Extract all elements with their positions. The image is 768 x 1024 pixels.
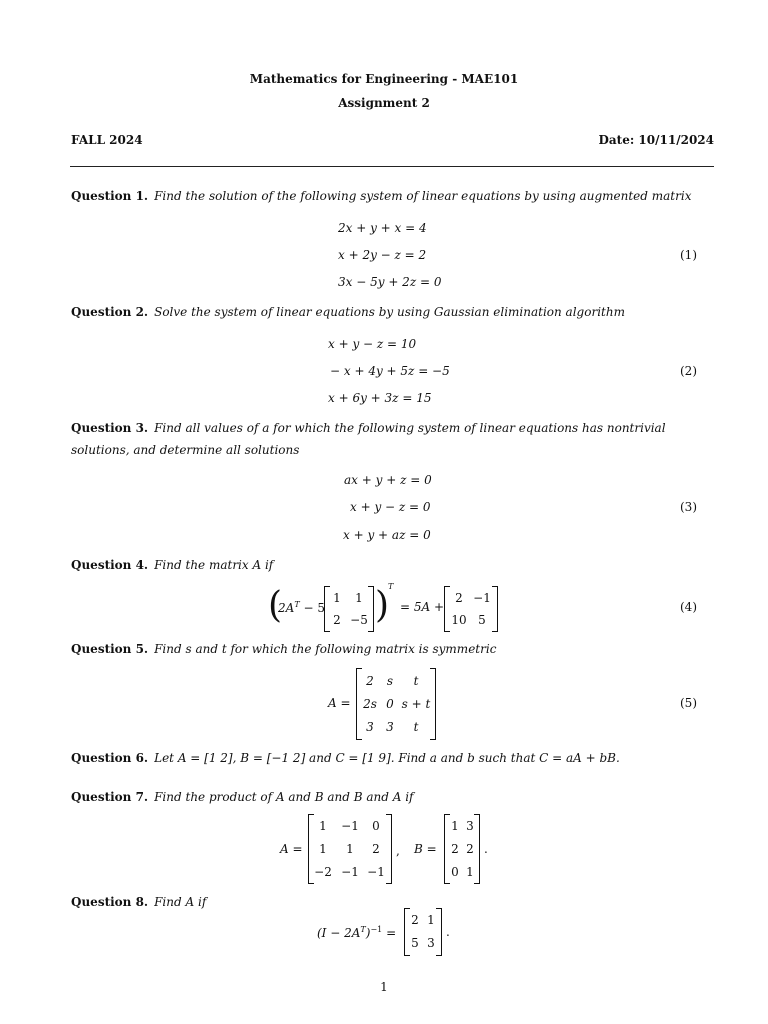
question-text: Let A = [1 2], B = [−1 2] and C = [1 9]. Find a and b such that C = aA + bB.: [154, 751, 620, 765]
period: .: [446, 925, 450, 939]
matrix-cell: 1: [333, 591, 341, 605]
matrix-cell: 1: [427, 913, 435, 927]
question-label: Question 5.: [71, 642, 149, 656]
question-6: [71, 747, 711, 769]
question-1: [71, 185, 711, 207]
matrix-cell: 3: [366, 720, 374, 734]
matrix-cell: 5: [411, 936, 419, 950]
matrix-cell: s: [386, 674, 394, 688]
matrix-cell: 2: [451, 842, 459, 856]
equation-line: x + y − z = 10: [328, 337, 417, 351]
matrix: [444, 586, 498, 632]
matrix-cell: t: [413, 674, 419, 688]
equation-line: 3x − 5y + 2z = 0: [338, 275, 442, 289]
outer-transpose: T: [388, 582, 394, 591]
matrix: [324, 586, 374, 632]
question-label: Question 3.: [71, 421, 149, 435]
matrix-cell: −1: [341, 819, 359, 833]
equation-line: x + y − z = 0: [350, 500, 431, 514]
question-text: Find all values of a for which the following system of linear equations has nontrivial solutions, and determine all solutions: [71, 421, 666, 457]
matrix-cell: t: [413, 720, 419, 734]
matrix-cell: −2: [314, 865, 332, 879]
rhs-term: = 5A +: [400, 600, 445, 614]
matrix-cell: 2s: [363, 697, 377, 711]
question-text: Solve the system of linear equations by using Gaussian elimination algorithm: [154, 305, 625, 319]
equation-line: x + y + az = 0: [343, 528, 431, 542]
equation-number: (4): [680, 600, 697, 614]
matrix-cell: −1: [473, 591, 491, 605]
matrix-cell: 0: [451, 865, 459, 879]
equation-number: (1): [680, 248, 697, 262]
matrix-cell: 2: [372, 842, 380, 856]
right-paren: ): [375, 585, 390, 626]
lhs-term: A =: [280, 842, 303, 856]
matrix-cell: 3: [386, 720, 394, 734]
lhs-term: B =: [414, 842, 437, 856]
matrix-cell: 1: [319, 819, 327, 833]
question-label: Question 7.: [71, 790, 149, 804]
date-label: Date: 10/11/2024: [598, 133, 714, 147]
equation-number: (2): [680, 364, 697, 378]
separator: ,: [396, 844, 400, 858]
course-title: Mathematics for Engineering - MAE101: [249, 72, 519, 86]
matrix-cell: s + t: [401, 697, 431, 711]
matrix-cell: 2: [455, 591, 463, 605]
matrix: [444, 814, 480, 884]
matrix-cell: 0: [386, 697, 394, 711]
matrix-cell: 2: [411, 913, 419, 927]
question-text: Find s and t for which the following matrix is symmetric: [154, 642, 497, 656]
question-text: Find the solution of the following system of linear equations by using augmented matrix: [154, 189, 692, 203]
equation-line: 2x + y + x = 4: [338, 221, 427, 235]
question-4: [71, 554, 711, 576]
matrix-cell: −1: [367, 865, 385, 879]
question-5: [71, 638, 711, 660]
matrix-cell: 3: [427, 936, 435, 950]
matrix: [404, 908, 442, 956]
question-label: Question 2.: [71, 305, 149, 319]
matrix-cell: 1: [346, 842, 354, 856]
equation-number: (5): [680, 696, 697, 710]
term-label: FALL 2024: [71, 133, 143, 147]
question-text: Find A if: [154, 895, 207, 909]
left-paren: (: [268, 585, 283, 626]
question-3: [71, 417, 711, 461]
matrix-cell: 2: [466, 842, 474, 856]
matrix-cell: 1: [451, 819, 459, 833]
matrix-cell: 1: [466, 865, 474, 879]
page-number: 1: [380, 980, 388, 994]
question-text: Find the matrix A if: [154, 558, 274, 572]
lhs-term: $2A^T - 5$: [278, 600, 325, 615]
matrix: [308, 814, 392, 884]
question-label: Question 4.: [71, 558, 149, 572]
question-7: [71, 786, 711, 808]
right-bracket: [492, 586, 498, 632]
matrix-cell: 2: [333, 613, 341, 627]
matrix-cell: −1: [341, 865, 359, 879]
question-text: Find the product of A and B and B and A if: [154, 790, 414, 804]
question-2: [71, 301, 711, 323]
header-divider: [70, 166, 714, 167]
question-label: Question 8.: [71, 895, 149, 909]
matrix-cell: 2: [366, 674, 374, 688]
matrix-cell: 0: [372, 819, 380, 833]
period: .: [484, 842, 488, 856]
assignment-subtitle: Assignment 2: [338, 96, 430, 110]
question-label: Question 6.: [71, 751, 149, 765]
matrix: [356, 668, 436, 740]
matrix-cell: 10: [451, 613, 467, 627]
question-label: Question 1.: [71, 189, 149, 203]
equation-line: − x + 4y + 5z = −5: [330, 364, 450, 378]
lhs-term: A =: [328, 696, 351, 710]
lhs-term: $(I - 2A^T)^{-1}$ =: [317, 925, 397, 940]
equation-line: x + 6y + 3z = 15: [328, 391, 432, 405]
matrix-cell: 5: [478, 613, 486, 627]
matrix-cell: 1: [355, 591, 363, 605]
equation-line: x + 2y − z = 2: [338, 248, 427, 262]
matrix-cell: 1: [319, 842, 327, 856]
matrix-cell: −5: [350, 613, 368, 627]
matrix-cell: 3: [466, 819, 474, 833]
equation-line: ax + y + z = 0: [344, 473, 432, 487]
question-8: [71, 891, 711, 913]
equation-number: (3): [680, 500, 697, 514]
